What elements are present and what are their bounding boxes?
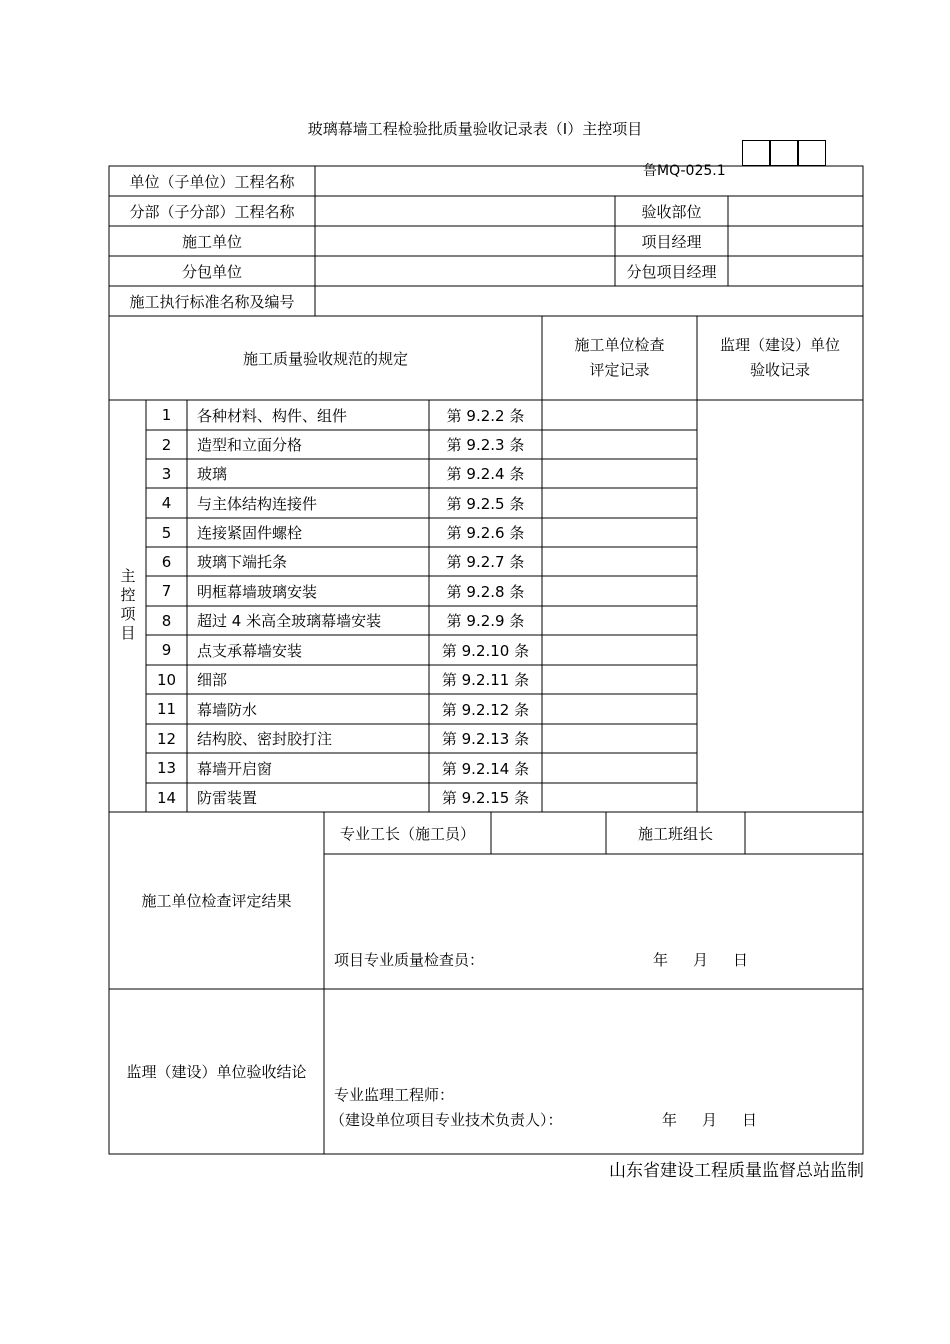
item-name: 超过 4 米高全玻璃幕墙安装 [197,612,382,630]
item-name: 各种材料、构件、组件 [197,406,348,425]
accept-part-value[interactable] [728,196,863,226]
construction-unit-value[interactable] [315,226,615,256]
owner-label: （建设单位项目专业技术负责人）： [330,1111,563,1129]
item-check-record[interactable] [542,635,697,665]
item-number: 3 [161,464,172,483]
item-clause: 第 9.2.6 条 [446,524,525,542]
item-check-record[interactable] [542,576,697,606]
sub-unit-label: 分包单位 [181,262,242,281]
supervision-year: 年 [662,1111,678,1129]
item-number: 13 [156,759,177,777]
item-name: 与主体结构连接件 [197,494,318,513]
item-number: 6 [161,552,172,571]
project-manager-value[interactable] [728,226,863,256]
item-check-record[interactable] [542,665,697,694]
item-clause: 第 9.2.2 条 [446,406,525,425]
item-number: 2 [161,435,172,454]
supervisor-record-header-line2: 验收记录 [749,361,810,379]
item-clause: 第 9.2.8 条 [446,582,525,601]
inspector-label: 项目专业质量检查员： [334,951,485,969]
group-label-text: 主控项目 [118,568,137,644]
supervisor-record-header [697,316,863,400]
item-name: 玻璃 [197,465,228,483]
construction-unit-label: 施工单位 [181,232,242,251]
item-check-record[interactable] [542,430,697,459]
item-clause: 第 9.2.9 条 [446,612,525,630]
item-number: 11 [156,700,177,718]
check-record-header-line2: 评定记录 [589,361,650,379]
item-number: 4 [161,494,172,512]
item-clause: 第 9.2.13 条 [441,730,530,748]
item-check-record[interactable] [542,694,697,724]
item-name: 造型和立面分格 [197,436,303,454]
unit-name-label: 单位（子单位）工程名称 [129,172,295,191]
sub-pm-value[interactable] [728,256,863,286]
form-title: 玻璃幕墙工程检验批质量验收记录表（Ⅰ）主控项目 [307,120,643,138]
item-number: 5 [161,523,172,542]
item-name: 明框幕墙玻璃安装 [197,582,318,601]
supervisor-record-header-line1: 监理（建设）单位 [719,336,840,354]
item-clause: 第 9.2.11 条 [441,671,530,689]
item-number: 1 [161,406,172,424]
sub-name-value[interactable] [315,196,615,226]
item-clause: 第 9.2.3 条 [446,436,525,454]
footer-issuer: 山东省建设工程质量监督总站监制 [609,1161,864,1181]
sub-pm-label: 分包项目经理 [626,262,717,281]
item-check-record[interactable] [542,459,697,488]
result-day: 日 [733,951,749,969]
engineer-label: 专业监理工程师： [334,1086,455,1104]
item-name: 细部 [197,671,228,689]
spec-header: 施工质量验收规范的规定 [242,349,408,368]
check-record-header [542,316,697,400]
item-name: 点支承幕墙安装 [197,641,303,660]
standard-value[interactable] [315,286,863,316]
item-number: 8 [161,611,172,630]
item-number: 14 [156,788,177,807]
item-check-record[interactable] [542,400,697,430]
supervisor-record-cell[interactable] [697,400,863,812]
item-name: 连接紧固件螺栓 [197,524,303,542]
check-record-header-line1: 施工单位检查 [574,336,665,354]
team-leader-label: 施工班组长 [637,824,713,843]
project-manager-label: 项目经理 [641,232,702,251]
item-number: 9 [161,641,172,659]
group-label [109,400,146,812]
standard-label: 施工执行标准名称及编号 [129,292,295,311]
item-check-record[interactable] [542,488,697,518]
item-clause: 第 9.2.7 条 [446,553,525,571]
item-check-record[interactable] [542,753,697,783]
foreman-value[interactable] [491,812,606,854]
item-number: 12 [156,729,177,748]
item-name: 幕墙开启窗 [197,759,273,778]
item-name: 玻璃下端托条 [197,553,288,571]
item-number: 10 [156,670,177,689]
unit-name-value[interactable] [315,166,863,196]
result-year: 年 [653,951,669,969]
item-clause: 第 9.2.4 条 [446,465,525,483]
supervision-day: 日 [742,1111,758,1129]
item-name: 结构胶、密封胶打注 [197,730,333,748]
item-check-record[interactable] [542,724,697,753]
supervision-label: 监理（建设）单位验收结论 [126,1063,307,1081]
item-check-record[interactable] [542,518,697,547]
foreman-label: 专业工长（施工员） [339,824,475,843]
result-label: 施工单位检查评定结果 [141,892,292,910]
item-clause: 第 9.2.14 条 [441,759,530,778]
item-clause: 第 9.2.10 条 [441,641,530,660]
item-check-record[interactable] [542,783,697,812]
result-month: 月 [693,951,709,969]
team-leader-value[interactable] [745,812,863,854]
item-number: 7 [161,582,172,600]
form-code: 鲁MQ-025.1 [643,163,726,179]
item-check-record[interactable] [542,606,697,635]
item-name: 防雷装置 [197,789,258,807]
sub-name-label: 分部（子分部）工程名称 [129,202,295,221]
item-check-record[interactable] [542,547,697,576]
item-clause: 第 9.2.5 条 [446,494,525,513]
sub-unit-value[interactable] [315,256,615,286]
item-clause: 第 9.2.15 条 [441,789,530,807]
item-name: 幕墙防水 [197,700,258,719]
item-clause: 第 9.2.12 条 [441,700,530,719]
accept-part-label: 验收部位 [641,202,702,221]
supervision-month: 月 [702,1111,718,1129]
